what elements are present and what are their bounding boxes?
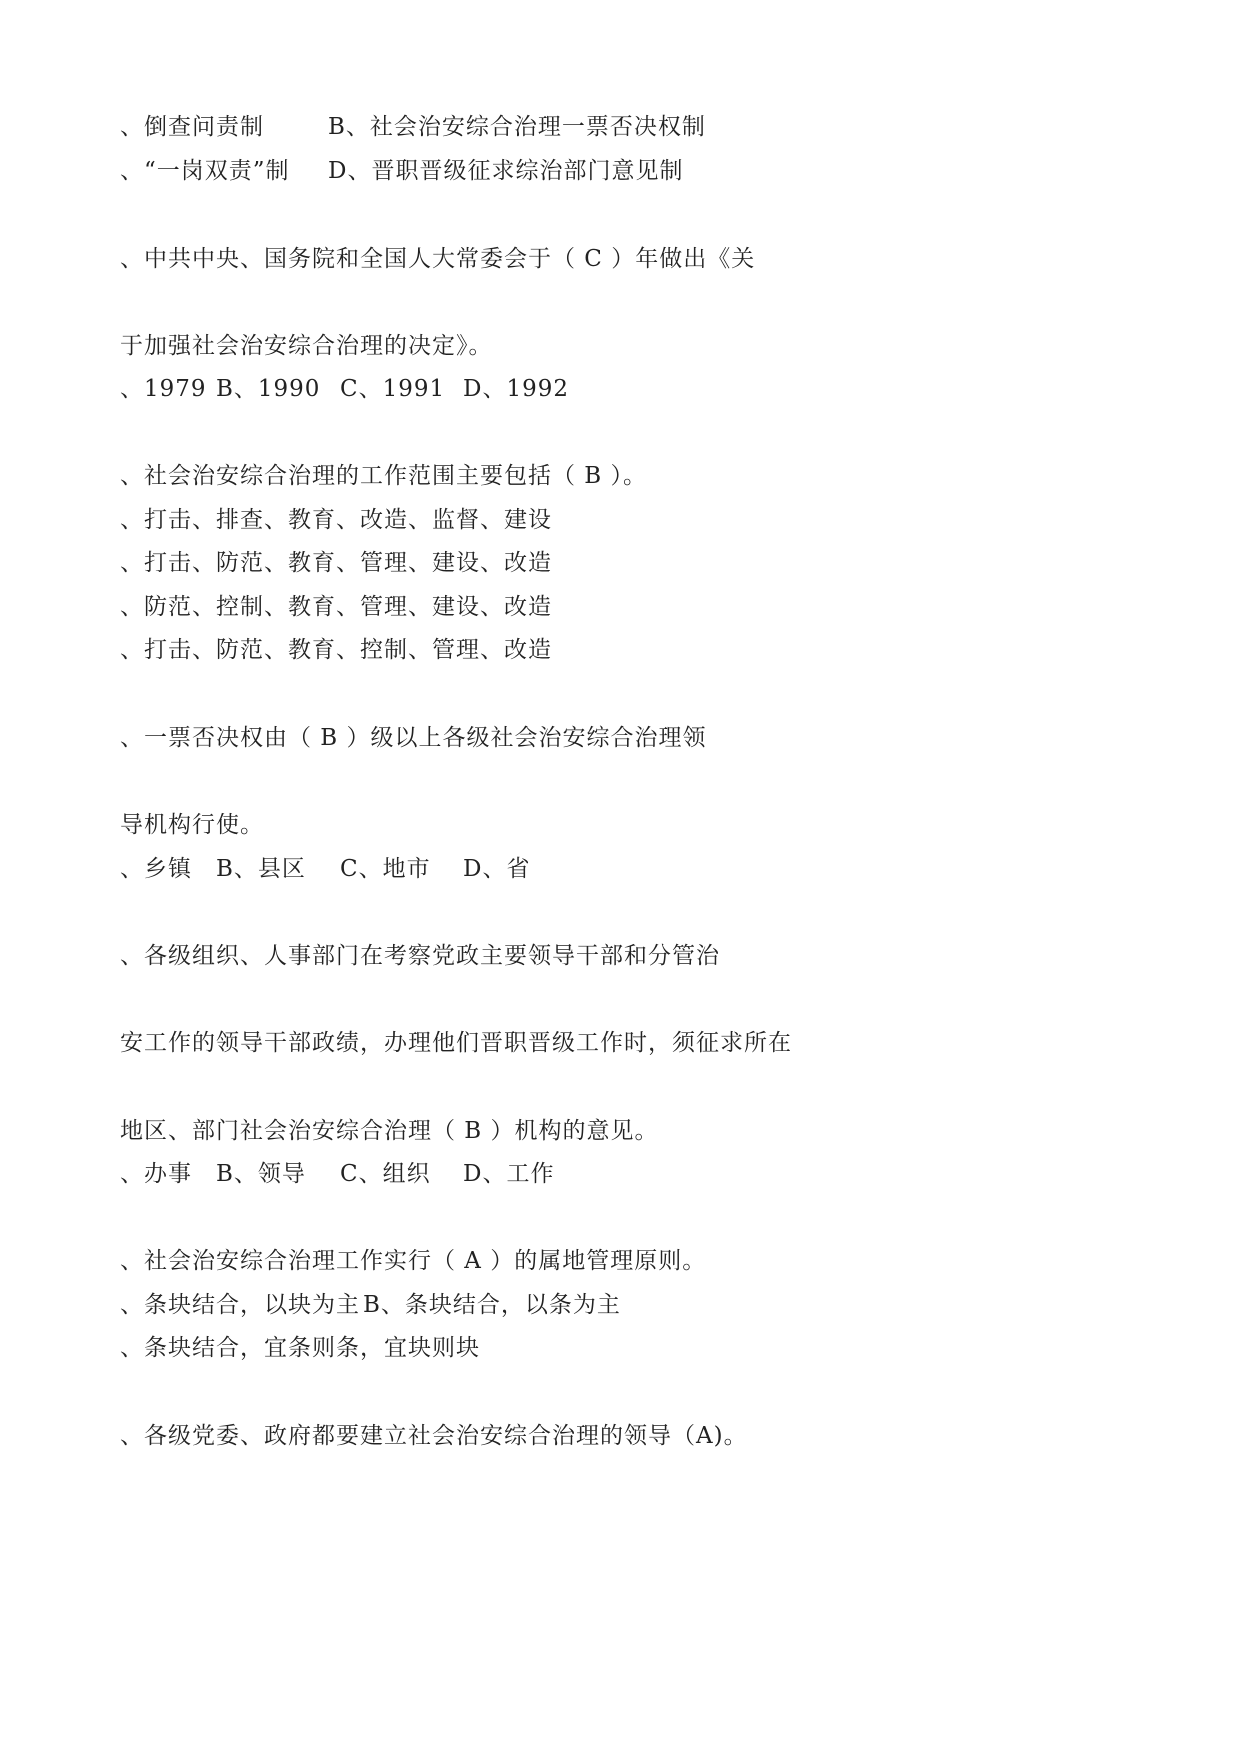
q5-option-b: B、条块结合，以条为主 [363,1292,621,1318]
q3-stem-line-2: 导机构行使。 [120,812,264,838]
q1-option-a: 、1979 [120,376,207,402]
q4-option-b: B、领导 [216,1161,306,1187]
q4-stem-line-2: 安工作的领导干部政绩，办理他们晋职晋级工作时，须征求所在 [120,1030,792,1056]
q2-stem: 、社会治安综合治理的工作范围主要包括（ B ）。 [120,463,648,489]
q5-option-a: 、条块结合，以块为主 [120,1292,360,1318]
q2-option-c: 、防范、控制、教育、管理、建设、改造 [120,594,552,620]
q1-stem-line-2: 于加强社会治安综合治理的决定》。 [120,333,493,359]
q1-option-b: B、1990 [216,376,321,402]
q4-option-a: 、办事 [120,1161,192,1187]
q1-option-d: D、1992 [463,376,569,402]
q5-option-c: 、条块结合，宜条则条，宜块则块 [120,1335,480,1361]
prev-question-option-d: D、晋职晋级征求综治部门意见制 [328,158,684,184]
q4-stem-line-1: 、各级组织、人事部门在考察党政主要领导干部和分管治 [120,943,720,969]
q3-option-b: B、县区 [216,856,306,882]
q4-stem-line-3: 地区、部门社会治安综合治理（ B ）机构的意见。 [120,1118,659,1144]
q6-stem: 、各级党委、政府都要建立社会治安综合治理的领导（A)。 [120,1423,748,1449]
q3-stem-line-1: 、一票否决权由（ B ）级以上各级社会治安综合治理领 [120,725,707,751]
q4-option-c: C、组织 [340,1161,431,1187]
q3-option-c: C、地市 [340,856,431,882]
q5-stem: 、社会治安综合治理工作实行（ A ）的属地管理原则。 [120,1248,707,1274]
q4-option-d: D、工作 [463,1161,555,1187]
q2-option-d: 、打击、防范、教育、控制、管理、改造 [120,637,552,663]
q1-stem-line-1: 、中共中央、国务院和全国人大常委会于（ C ）年做出《关 [120,246,756,272]
q2-option-a: 、打击、排查、教育、改造、监督、建设 [120,507,552,533]
q3-option-d: D、省 [463,856,531,882]
q2-option-b: 、打击、防范、教育、管理、建设、改造 [120,550,552,576]
q3-option-a: 、乡镇 [120,856,192,882]
prev-question-option-b: B、社会治安综合治理一票否决权制 [328,114,706,140]
prev-question-option-c: 、“一岗双责”制 [120,158,290,184]
prev-question-option-a: 、倒查问责制 [120,114,264,140]
q1-option-c: C、1991 [340,376,446,402]
